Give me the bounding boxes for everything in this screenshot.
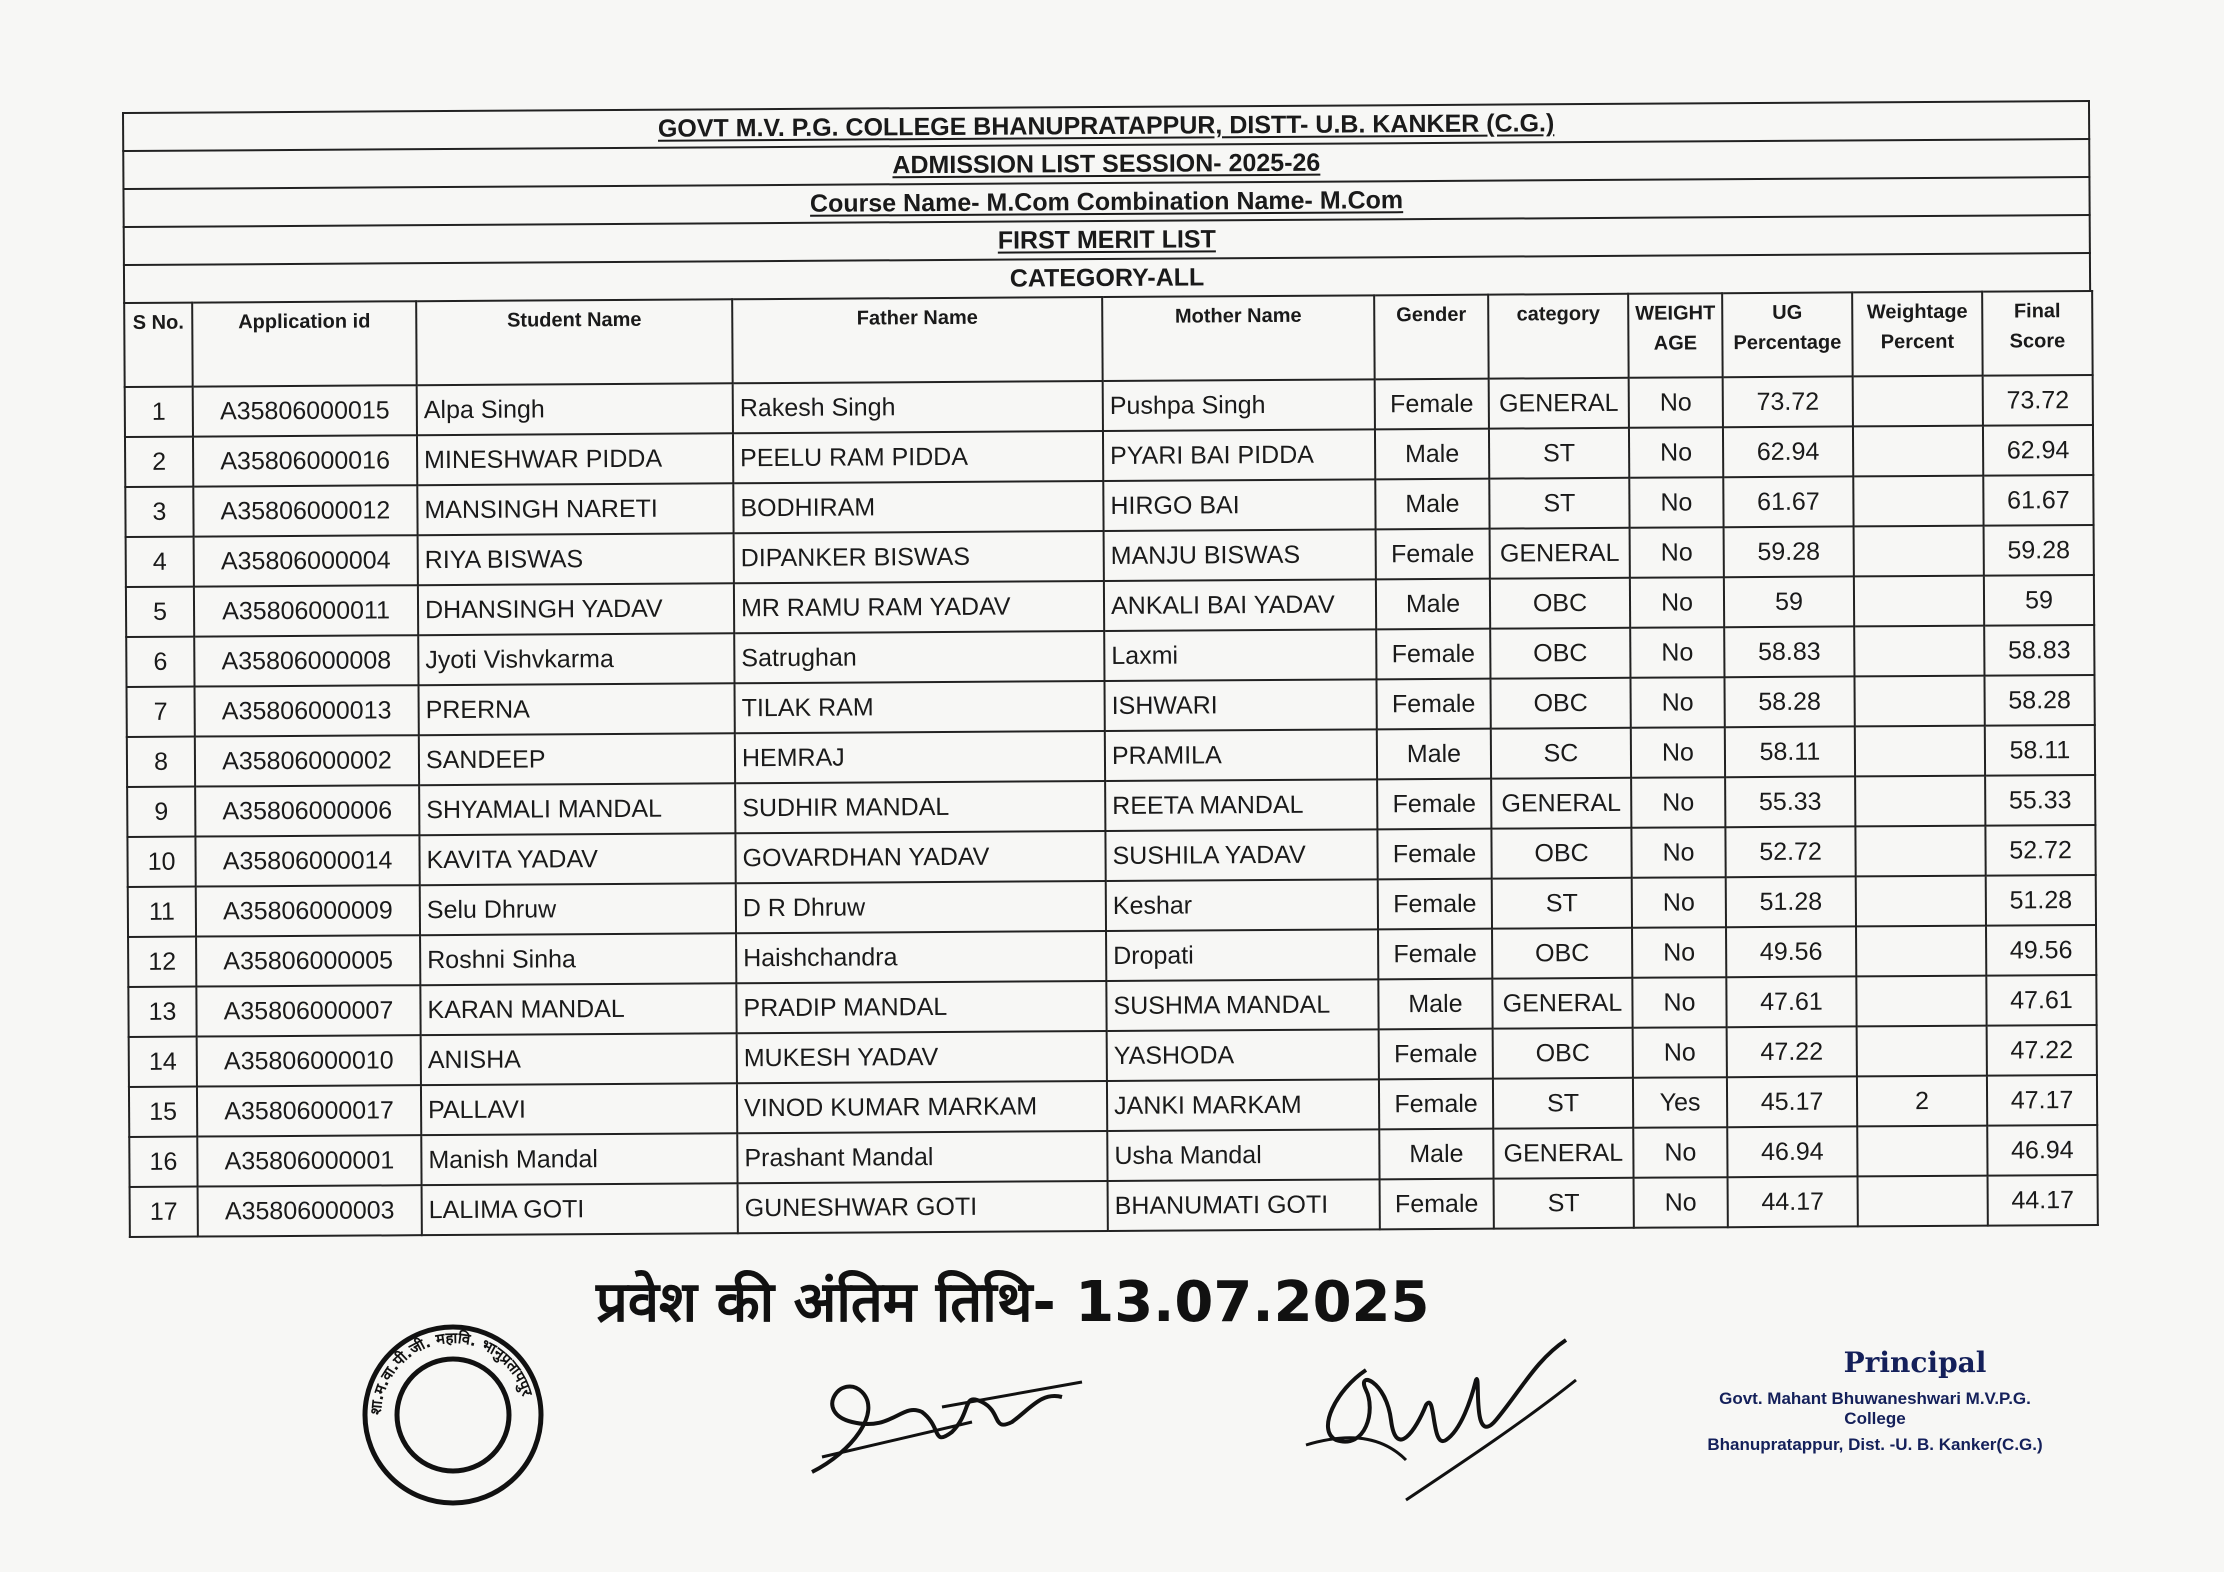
col-header-category: category xyxy=(1488,294,1629,379)
col-header-sno: S No. xyxy=(124,303,193,387)
col-header-father-name: Father Name xyxy=(732,297,1103,383)
cell-application-id: A35806000004 xyxy=(194,535,418,586)
cell-gender: Male xyxy=(1377,729,1491,780)
cell-father-name: BODHIRAM xyxy=(733,481,1103,533)
cell-category: ST xyxy=(1493,1078,1633,1129)
cell-category: OBC xyxy=(1490,628,1630,679)
cell-category: ST xyxy=(1494,1178,1634,1229)
cell-ug-percentage: 58.83 xyxy=(1724,626,1854,677)
cell-final-score: 49.56 xyxy=(1986,925,2096,976)
cell-student-name: PALLAVI xyxy=(421,1083,737,1135)
cell-weightage: No xyxy=(1631,777,1725,828)
cell-ug-percentage: 58.28 xyxy=(1724,676,1854,727)
cell-application-id: A35806000002 xyxy=(195,735,419,786)
cell-gender: Male xyxy=(1375,479,1489,530)
cell-father-name: HEMRAJ xyxy=(735,731,1105,783)
cell-sno: 4 xyxy=(126,537,194,587)
cell-father-name: GOVARDHAN YADAV xyxy=(735,831,1105,883)
cell-category: ST xyxy=(1489,478,1629,529)
cell-category: GENERAL xyxy=(1493,1128,1633,1179)
cell-gender: Female xyxy=(1378,929,1492,980)
cell-category: GENERAL xyxy=(1490,528,1630,579)
cell-student-name: LALIMA GOTI xyxy=(422,1183,738,1235)
cell-mother-name: ISHWARI xyxy=(1104,679,1376,731)
col-header-final-score: Final Score xyxy=(1982,291,2093,376)
cell-application-id: A35806000017 xyxy=(197,1085,421,1136)
cell-weightage: No xyxy=(1631,827,1725,878)
cell-category: ST xyxy=(1492,878,1632,929)
cell-ug-percentage: 46.94 xyxy=(1727,1126,1857,1177)
cell-final-score: 47.22 xyxy=(1987,1025,2097,1076)
cell-weightage-percent xyxy=(1856,876,1986,927)
cell-application-id: A35806000009 xyxy=(196,885,420,936)
cell-weightage-percent xyxy=(1857,1126,1987,1177)
cell-weightage-percent xyxy=(1855,776,1985,827)
col-header-mother-name: Mother Name xyxy=(1102,295,1375,381)
cell-mother-name: YASHODA xyxy=(1107,1029,1379,1081)
cell-category: OBC xyxy=(1490,578,1630,629)
cell-application-id: A35806000011 xyxy=(194,585,418,636)
cell-mother-name: SUSHMA MANDAL xyxy=(1106,979,1378,1031)
cell-student-name: Selu Dhruw xyxy=(420,883,736,935)
cell-ug-percentage: 59.28 xyxy=(1724,526,1854,577)
cell-weightage: No xyxy=(1630,577,1724,628)
cell-student-name: MINESHWAR PIDDA xyxy=(417,433,733,485)
cell-ug-percentage: 73.72 xyxy=(1723,376,1853,427)
cell-sno: 13 xyxy=(128,987,196,1037)
cell-sno: 17 xyxy=(130,1187,198,1237)
cell-weightage-percent xyxy=(1856,976,1986,1027)
cell-ug-percentage: 45.17 xyxy=(1727,1076,1857,1127)
cell-category: GENERAL xyxy=(1491,778,1631,829)
cell-gender: Male xyxy=(1378,979,1492,1030)
cell-final-score: 58.11 xyxy=(1985,725,2095,776)
cell-weightage: No xyxy=(1631,727,1725,778)
cell-final-score: 58.28 xyxy=(1984,675,2094,726)
cell-application-id: A35806000005 xyxy=(196,935,420,986)
col-header-gender: Gender xyxy=(1374,295,1489,380)
college-seal-icon xyxy=(358,1320,548,1510)
cell-ug-percentage: 61.67 xyxy=(1723,476,1853,527)
cell-gender: Female xyxy=(1376,529,1490,580)
cell-weightage-percent xyxy=(1854,626,1984,677)
cell-father-name: GUNESHWAR GOTI xyxy=(738,1181,1108,1233)
cell-weightage: Yes xyxy=(1633,1077,1727,1128)
cell-weightage-percent xyxy=(1854,576,1984,627)
cell-gender: Female xyxy=(1377,779,1491,830)
cell-student-name: Roshni Sinha xyxy=(420,933,736,985)
college-title: GOVT M.V. P.G. COLLEGE BHANUPRATAPPUR, DISTT- U.B. KANKER (C.G.) xyxy=(657,109,1555,143)
cell-application-id: A35806000016 xyxy=(193,435,417,486)
cell-weightage-percent xyxy=(1855,726,1985,777)
cell-final-score: 55.33 xyxy=(1985,775,2095,826)
cell-weightage-percent xyxy=(1855,826,1985,877)
cell-gender: Female xyxy=(1375,379,1489,430)
cell-final-score: 47.17 xyxy=(1987,1075,2097,1126)
cell-father-name: MR RAMU RAM YADAV xyxy=(734,581,1104,633)
cell-weightage: No xyxy=(1632,977,1726,1028)
cell-ug-percentage: 59 xyxy=(1724,576,1854,627)
cell-student-name: ANISHA xyxy=(421,1033,737,1085)
cell-student-name: Manish Mandal xyxy=(421,1133,737,1185)
cell-mother-name: PYARI BAI PIDDA xyxy=(1103,429,1375,481)
cell-mother-name: Keshar xyxy=(1106,879,1378,931)
cell-category: ST xyxy=(1489,428,1629,479)
cell-weightage: No xyxy=(1629,377,1723,428)
cell-father-name: PEELU RAM PIDDA xyxy=(733,431,1103,483)
cell-father-name: DIPANKER BISWAS xyxy=(734,531,1104,583)
cell-weightage: No xyxy=(1630,527,1724,578)
col-header-weightage: WEIGHT AGE xyxy=(1628,293,1723,378)
last-admission-date-note: प्रवेश की अंतिम तिथि- 13.07.2025 xyxy=(596,1270,1430,1335)
cell-student-name: Jyoti Vishvkarma xyxy=(418,633,734,685)
cell-category: OBC xyxy=(1490,678,1630,729)
cell-father-name: PRADIP MANDAL xyxy=(736,981,1106,1033)
col-header-student-name: Student Name xyxy=(416,299,733,385)
cell-sno: 9 xyxy=(127,787,195,837)
cell-sno: 2 xyxy=(125,437,193,487)
cell-mother-name: PRAMILA xyxy=(1105,729,1377,781)
cell-mother-name: HIRGO BAI xyxy=(1103,479,1375,531)
cell-sno: 5 xyxy=(126,587,194,637)
cell-ug-percentage: 55.33 xyxy=(1725,776,1855,827)
cell-weightage-percent xyxy=(1854,676,1984,727)
cell-ug-percentage: 49.56 xyxy=(1726,926,1856,977)
cell-category: OBC xyxy=(1493,1028,1633,1079)
cell-weightage: No xyxy=(1629,477,1723,528)
cell-application-id: A35806000001 xyxy=(197,1135,421,1186)
cell-weightage: No xyxy=(1633,1127,1727,1178)
col-header-ug-percentage: UG Percentage xyxy=(1722,292,1853,377)
list-name: FIRST MERIT LIST xyxy=(997,225,1216,255)
cell-sno: 10 xyxy=(127,837,195,887)
cell-weightage: No xyxy=(1630,677,1724,728)
cell-category: OBC xyxy=(1492,928,1632,979)
cell-sno: 15 xyxy=(129,1087,197,1137)
cell-weightage-percent xyxy=(1853,476,1983,527)
cell-ug-percentage: 44.17 xyxy=(1728,1176,1858,1227)
cell-weightage-percent xyxy=(1856,926,1986,977)
cell-final-score: 46.94 xyxy=(1987,1125,2097,1176)
cell-student-name: KARAN MANDAL xyxy=(420,983,736,1035)
cell-mother-name: REETA MANDAL xyxy=(1105,779,1377,831)
col-header-application-id: Application id xyxy=(192,301,417,386)
col-header-weightage-percent: Weightage Percent xyxy=(1852,292,1983,377)
cell-weightage: No xyxy=(1633,1027,1727,1078)
category-title: CATEGORY-ALL xyxy=(1009,263,1205,293)
cell-father-name: MUKESH YADAV xyxy=(737,1031,1107,1083)
cell-final-score: 59.28 xyxy=(1984,525,2094,576)
cell-ug-percentage: 47.61 xyxy=(1726,976,1856,1027)
cell-mother-name: SUSHILA YADAV xyxy=(1105,829,1377,881)
cell-final-score: 47.61 xyxy=(1986,975,2096,1026)
cell-application-id: A35806000003 xyxy=(198,1185,422,1236)
merit-list-sheet xyxy=(122,100,2097,1238)
cell-gender: Female xyxy=(1378,879,1492,930)
cell-weightage-percent xyxy=(1853,426,1983,477)
stamp-title: Principal xyxy=(1843,1346,1987,1379)
cell-final-score: 52.72 xyxy=(1985,825,2095,876)
cell-category: GENERAL xyxy=(1489,378,1629,429)
cell-gender: Female xyxy=(1379,1079,1493,1130)
cell-gender: Female xyxy=(1376,679,1490,730)
cell-gender: Female xyxy=(1380,1179,1494,1230)
cell-mother-name: ANKALI BAI YADAV xyxy=(1104,579,1376,631)
cell-ug-percentage: 62.94 xyxy=(1723,426,1853,477)
cell-gender: Male xyxy=(1375,429,1489,480)
cell-application-id: A35806000015 xyxy=(193,385,417,436)
cell-category: SC xyxy=(1491,728,1631,779)
session-title: ADMISSION LIST SESSION- 2025-26 xyxy=(892,148,1321,180)
cell-father-name: Prashant Mandal xyxy=(737,1131,1107,1183)
cell-student-name: MANSINGH NARETI xyxy=(417,483,733,535)
cell-weightage-percent xyxy=(1857,1026,1987,1077)
cell-final-score: 61.67 xyxy=(1983,475,2093,526)
cell-mother-name: Dropati xyxy=(1106,929,1378,981)
cell-ug-percentage: 51.28 xyxy=(1726,876,1856,927)
cell-gender: Female xyxy=(1377,829,1491,880)
cell-weightage: No xyxy=(1632,927,1726,978)
cell-father-name: Rakesh Singh xyxy=(733,381,1103,433)
cell-weightage-percent xyxy=(1858,1176,1988,1227)
cell-weightage: No xyxy=(1632,877,1726,928)
cell-mother-name: JANKI MARKAM xyxy=(1107,1079,1379,1131)
cell-application-id: A35806000008 xyxy=(194,635,418,686)
svg-text:शा.म.वा.पी.जी. महावि. भानुप्रत xyxy=(367,1329,537,1416)
cell-mother-name: BHANUMATI GOTI xyxy=(1108,1179,1380,1231)
cell-mother-name: Usha Mandal xyxy=(1107,1129,1379,1181)
cell-gender: Female xyxy=(1379,1029,1493,1080)
cell-sno: 7 xyxy=(127,687,195,737)
merit-table xyxy=(123,290,2099,1238)
cell-weightage-percent: 2 xyxy=(1857,1076,1987,1127)
cell-weightage-percent xyxy=(1854,526,1984,577)
cell-sno: 11 xyxy=(128,887,196,937)
cell-sno: 12 xyxy=(128,937,196,987)
signature-2-icon xyxy=(1296,1310,1596,1510)
table-header-row xyxy=(124,291,2092,387)
cell-category: GENERAL xyxy=(1492,978,1632,1029)
cell-gender: Male xyxy=(1379,1129,1493,1180)
principal-stamp xyxy=(1700,1346,2050,1455)
cell-weightage: No xyxy=(1630,627,1724,678)
stamp-line-1: Govt. Mahant Bhuwaneshwari M.V.P.G. College xyxy=(1719,1389,2031,1428)
cell-ug-percentage: 47.22 xyxy=(1727,1026,1857,1077)
cell-sno: 3 xyxy=(125,487,193,537)
course-title: Course Name- M.Com Combination Name- M.Com xyxy=(809,186,1404,218)
cell-mother-name: Pushpa Singh xyxy=(1103,379,1375,431)
cell-gender: Female xyxy=(1376,629,1490,680)
cell-gender: Male xyxy=(1376,579,1490,630)
cell-weightage: No xyxy=(1634,1177,1728,1228)
cell-ug-percentage: 52.72 xyxy=(1725,826,1855,877)
cell-student-name: Alpa Singh xyxy=(417,383,733,435)
cell-student-name: SHYAMALI MANDAL xyxy=(419,783,735,835)
cell-father-name: VINOD KUMAR MARKAM xyxy=(737,1081,1107,1133)
cell-application-id: A35806000006 xyxy=(195,785,419,836)
cell-final-score: 44.17 xyxy=(1988,1175,2098,1226)
cell-ug-percentage: 58.11 xyxy=(1725,726,1855,777)
cell-weightage: No xyxy=(1629,427,1723,478)
cell-final-score: 62.94 xyxy=(1983,425,2093,476)
cell-weightage-percent xyxy=(1853,376,1983,427)
cell-application-id: A35806000012 xyxy=(193,485,417,536)
cell-student-name: PRERNA xyxy=(419,683,735,735)
cell-category: OBC xyxy=(1491,828,1631,879)
cell-student-name: KAVITA YADAV xyxy=(419,833,735,885)
cell-application-id: A35806000007 xyxy=(196,985,420,1036)
cell-sno: 16 xyxy=(129,1137,197,1187)
cell-sno: 14 xyxy=(129,1037,197,1087)
cell-student-name: DHANSINGH YADAV xyxy=(418,583,734,635)
signature-1-icon xyxy=(792,1352,1092,1492)
cell-student-name: SANDEEP xyxy=(419,733,735,785)
cell-final-score: 51.28 xyxy=(1986,875,2096,926)
seal-text: शा.म.वा.पी.जी. महावि. भानुप्रतापपुर xyxy=(366,1328,537,1416)
cell-application-id: A35806000010 xyxy=(197,1035,421,1086)
cell-sno: 8 xyxy=(127,737,195,787)
cell-final-score: 73.72 xyxy=(1983,375,2093,426)
cell-final-score: 58.83 xyxy=(1984,625,2094,676)
stamp-line-2: Bhanupratappur, Dist. -U. B. Kanker(C.G.) xyxy=(1707,1435,2043,1454)
table-row xyxy=(130,1175,2098,1237)
cell-application-id: A35806000014 xyxy=(195,835,419,886)
cell-sno: 1 xyxy=(125,387,193,437)
cell-sno: 6 xyxy=(126,637,194,687)
cell-application-id: A35806000013 xyxy=(195,685,419,736)
cell-student-name: RIYA BISWAS xyxy=(418,533,734,585)
cell-mother-name: Laxmi xyxy=(1104,629,1376,681)
cell-final-score: 59 xyxy=(1984,575,2094,626)
cell-father-name: Satrughan xyxy=(734,631,1104,683)
cell-father-name: SUDHIR MANDAL xyxy=(735,781,1105,833)
cell-father-name: TILAK RAM xyxy=(735,681,1105,733)
cell-father-name: Haishchandra xyxy=(736,931,1106,983)
cell-father-name: D R Dhruw xyxy=(736,881,1106,933)
cell-mother-name: MANJU BISWAS xyxy=(1104,529,1376,581)
